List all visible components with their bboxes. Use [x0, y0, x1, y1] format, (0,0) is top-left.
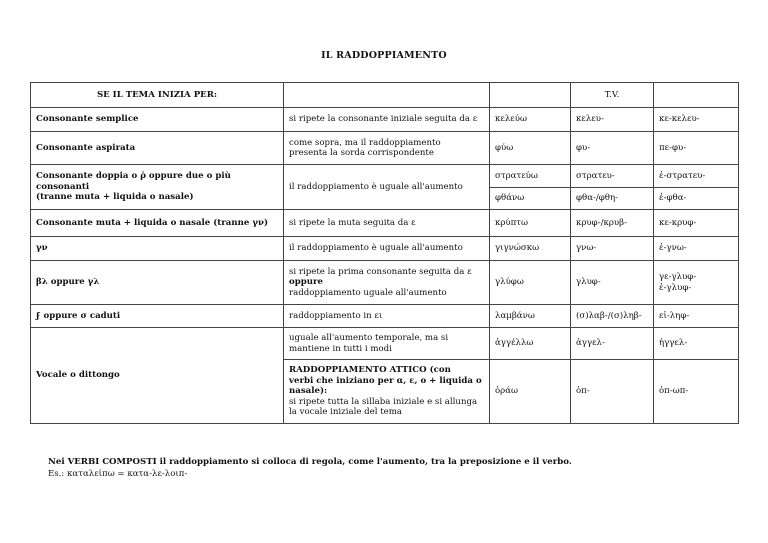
- header-tv: T.V.: [571, 83, 654, 108]
- table-row: γν il raddoppiamento è uguale all'aumento γιγνώσκω γνω- ἐ-γνω-: [31, 237, 739, 261]
- table-row: Consonante semplice si ripete la consonante iniziale seguita da ε κελεύω κελευ- κε-κελευ-: [31, 108, 739, 132]
- header-theme: SE IL TEMA INIZIA PER:: [31, 83, 284, 108]
- table-row: Consonante aspirata come sopra, ma il raddoppiamento presenta la sorda corrispondente φύω φυ- πε-φυ-: [31, 132, 739, 165]
- table-row: Consonante doppia o ῥ oppure due o più consonanti (tranne muta + liquida o nasale) il raddoppiamento è uguale all'aumento στρατεύω στρατευ- ἐ-στρατευ-: [31, 165, 739, 188]
- table-row: βλ oppure γλ si ripete la prima consonante seguita da ε oppure raddoppiamento uguale all'aumento γλύφω γλυφ- γε-γλυφ- ἐ-γλυφ-: [31, 261, 739, 305]
- table-row: RADDOPPIAMENTO ATTICO (con verbi che iniziano per α, ε, ο + liquida o nasale): si ripete tutta la sillaba iniziale e si allunga la vocale iniziale del tema ὁράω ὀπ- ὀπ-ωπ-: [31, 360, 739, 424]
- doubling-table: [30, 82, 739, 424]
- table-row: Consonante muta + liquida o nasale (tranne γν) si ripete la muta seguita da ε κρύπτω κρυφ-/κρυβ- κε-κρυφ-: [31, 210, 739, 237]
- footnote-example: Es.: καταλείπω = κατα-λε-λοιπ-: [48, 468, 188, 479]
- table-row: Vocale o dittongo uguale all'aumento temporale, ma si mantiene in tutti i modi ἀγγέλλω ἀγγελ- ἠγγελ-: [31, 328, 739, 360]
- footnote-compound-verbs: Nei VERBI COMPOSTI il raddoppiamento si colloca di regola, come l'aumento, tra la preposizione e il verbo.: [48, 457, 572, 467]
- table-row: ϝ oppure σ caduti raddoppiamento in ει λαμβάνω (σ)λαβ-/(σ)ληβ- εἰ-ληφ-: [31, 305, 739, 328]
- footnote: [48, 457, 572, 480]
- page-title: IL RADDOPPIAMENTO: [321, 50, 447, 61]
- table-header-row: [31, 83, 739, 108]
- table-row: φθάνω φθα-/φθη- ἐ-φθα-: [31, 188, 739, 210]
